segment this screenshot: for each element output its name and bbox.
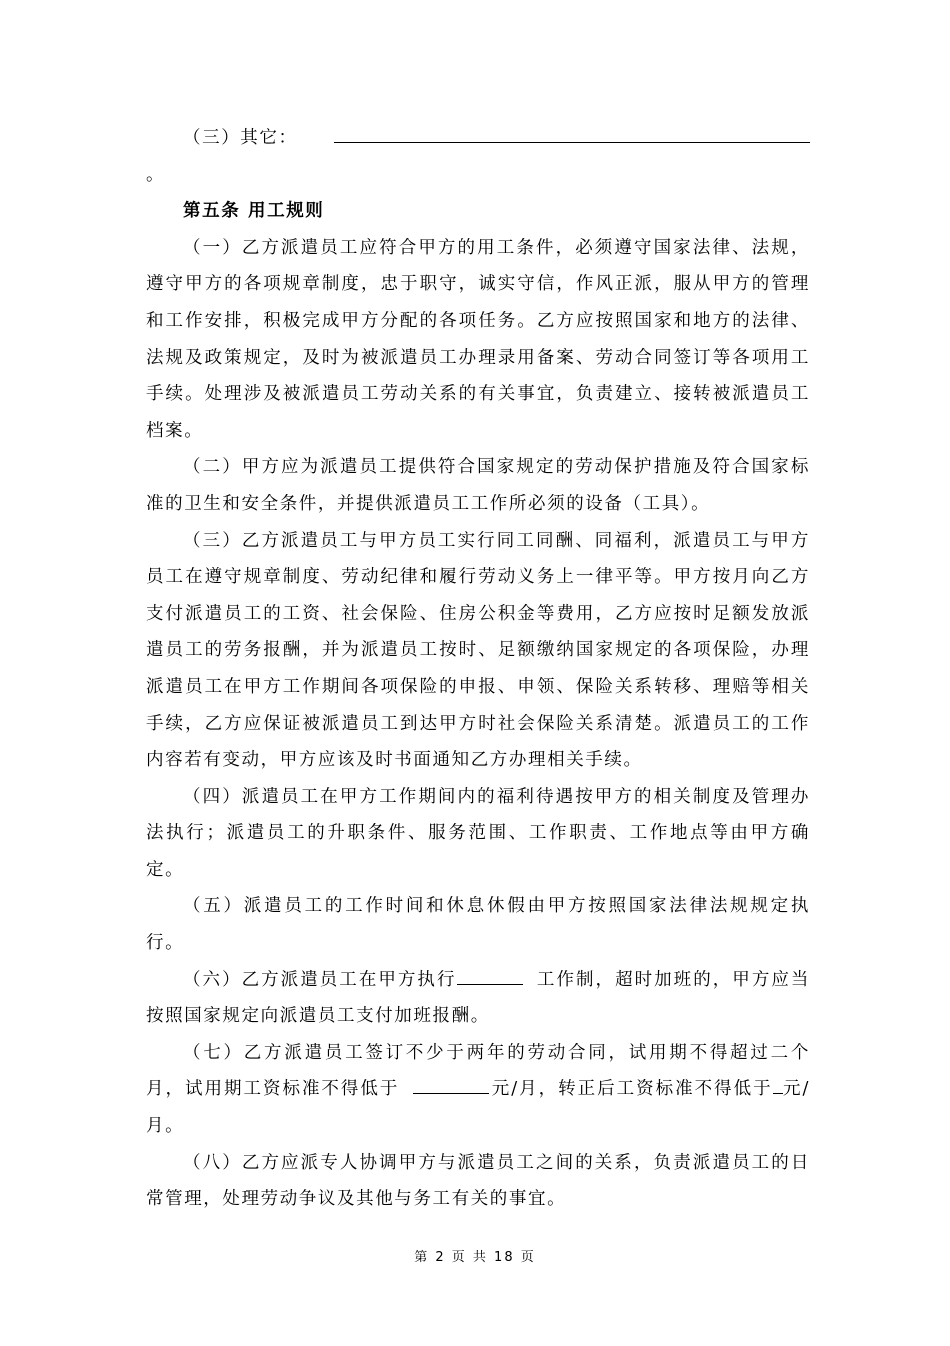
paragraph-6: [146, 962, 810, 1035]
paragraph-7-start: （七）乙方派遣员工签订不少于两年的劳动合同，试用期不得超过二个月，试用期工资标准不得低于: [146, 1042, 810, 1100]
page-number-footer: 第 2 页 共 18 页: [414, 1250, 536, 1265]
paragraph-6-start: （六）乙方派遣员工在甲方执行: [183, 969, 457, 990]
regular-wage-blank: [773, 1093, 783, 1094]
paragraph-7-end: 元/月。: [146, 1079, 810, 1137]
work-system-blank: [457, 984, 523, 985]
fill-in-blank-long: [334, 120, 810, 143]
paragraph-3: （三）乙方派遣员工与甲方员工实行同工同酬、同福利，派遣员工与甲方员工在遵守规章制度、劳动纪律和履行劳动义务上一律平等。甲方按月向乙方支付派遣员工的工资、社会保险、住房公积金等费用，乙方应按时足额发放派遣员工的劳务报酬，并为派遣员工按时、足额缴纳国家规定的各项保险，办理派遣员工在甲方工作期间各项保险的申报、申领、保险关系转移、理赔等相关手续，乙方应保证被派遣员工到达甲方时社会保险关系清楚。派遣员工的工作内容若有变动，甲方应该及时书面通知乙方办理相关手续。: [146, 530, 810, 771]
paragraph-7-middle: 元/月，转正后工资标准不得低于: [491, 1079, 773, 1100]
item-3-tail: 。: [146, 164, 166, 185]
document-body: [146, 120, 810, 1218]
paragraph-4: （四）派遣员工在甲方工作期间内的福利待遇按甲方的相关制度及管理办法执行；派遣员工的升职条件、服务范围、工作职责、工作地点等由甲方确定。: [146, 786, 810, 880]
paragraph-1: （一）乙方派遣员工应符合甲方的用工条件，必须遵守国家法律、法规，遵守甲方的各项规章制度，忠于职守，诚实守信，作风正派，服从甲方的管理和工作安排，积极完成甲方分配的各项任务。乙方应按照国家和地方的法律、法规及政策规定，及时为被派遣员工办理录用备案、劳动合同签订等各项用工手续。处理涉及被派遣员工劳动关系的有关事宜，负责建立、接转被派遣员工档案。: [146, 237, 810, 441]
item-3-line: [146, 120, 810, 157]
item-3-label: （三）其它：: [183, 128, 298, 148]
probation-wage-blank: [413, 1093, 489, 1094]
paragraph-5: （五）派遣员工的工作时间和休息休假由甲方按照国家法律法规规定执行。: [146, 896, 810, 954]
paragraph-8: （八）乙方应派专人协调甲方与派遣员工之间的关系，负责派遣员工的日常管理，处理劳动争议及其他与务工有关的事宜。: [146, 1152, 810, 1210]
paragraph-2: （二）甲方应为派遣员工提供符合国家规定的劳动保护措施及符合国家标准的卫生和安全条件，并提供派遣员工工作所必须的设备（工具）。: [146, 457, 810, 514]
paragraph-6-end: 工作制，超时加班的，甲方应当按照国家规定向派遣员工支付加班报酬。: [146, 969, 810, 1027]
paragraph-7: [146, 1035, 810, 1145]
section-title: 第五条 用工规则: [183, 201, 325, 222]
